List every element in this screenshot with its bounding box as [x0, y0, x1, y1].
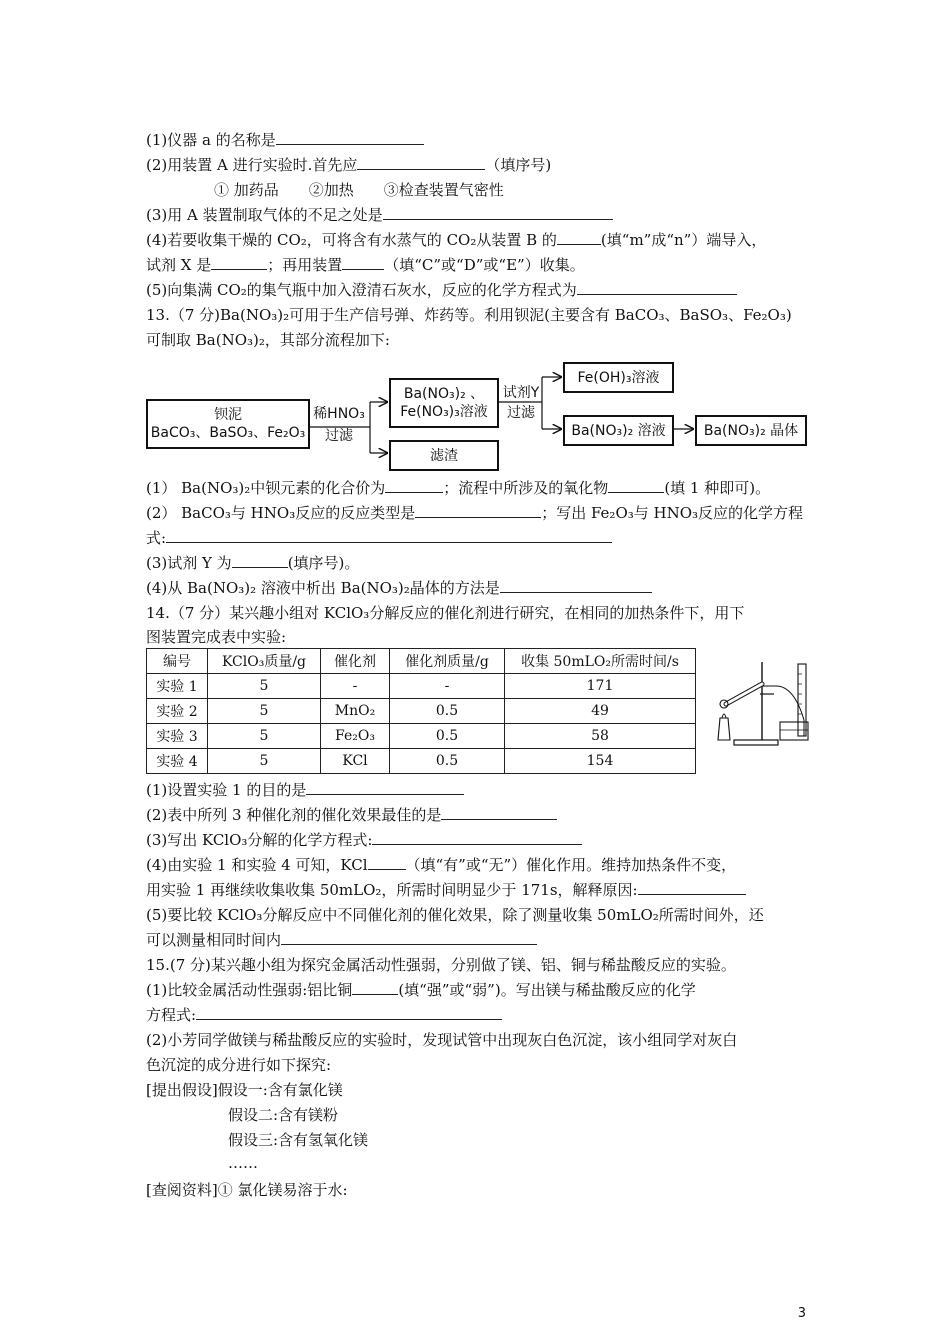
q12-3: (3)用 A 装置制取气体的不足之处是 [146, 205, 613, 225]
q13-2c: 式: [146, 528, 612, 548]
q14-4b: 用实验 1 再继续收集收集 50mLO₂，所需时间明显少于 171s，解释原因: [146, 880, 746, 900]
answer-blank[interactable] [306, 780, 464, 795]
q13-2: (2） BaCO₃与 HNO₃反应的反应类型是 ；写出 Fe₂O₃与 HNO₃反应的化学方程 [146, 504, 804, 522]
flow-mud-box [146, 399, 310, 449]
flow-feoh-label: Fe(OH)₃溶液 [577, 369, 660, 386]
table-cell: 5 [208, 749, 321, 774]
table-cell: 5 [208, 724, 321, 749]
answer-blank[interactable] [232, 553, 288, 568]
table-cell: 0.5 [390, 749, 505, 774]
flow-residue-label: 滤渣 [430, 447, 458, 464]
flow-bano3-solution-box [563, 415, 674, 446]
table-row [147, 699, 696, 724]
table-header: 催化剂质量/g [390, 649, 505, 674]
q14-4a: (4)由实验 1 和实验 4 可知，KCl （填“有”或“无”）催化作用。维持加热条件不变， [146, 856, 737, 874]
reference-info: [查阅资料]① 氯化镁易溶于水: [146, 1181, 348, 1199]
flow-arrow1-bottom: 过滤 [325, 428, 353, 444]
answer-blank[interactable] [638, 880, 746, 895]
answer-blank[interactable] [281, 930, 537, 945]
q12-1: (1)仪器 a 的名称是 [146, 130, 424, 150]
q15-2b: 色沉淀的成分进行如下探究: [146, 1056, 332, 1074]
q14-stem: 14.（7 分）某兴趣小组对 KClO₃分解反应的催化剂进行研究，在相同的加热条件下，用下 [146, 604, 745, 622]
q12-4a: (4)若要收集干燥的 CO₂，可将含有水蒸气的 CO₂从装置 B 的 (填“m”成“n”）端导入， [146, 231, 767, 249]
flow-mixed-line2: Fe(NO₃)₃溶液 [400, 404, 488, 420]
answer-blank[interactable] [352, 980, 398, 995]
q13-3: (3)试剂 Y 为 (填序号)。 [146, 554, 360, 572]
table-header: 编号 [147, 649, 208, 674]
table-row [147, 749, 696, 774]
lab-apparatus-illustration [714, 660, 809, 750]
table-cell: 实验 4 [147, 749, 208, 774]
q15-2a: (2)小芳同学做镁与稀盐酸反应的实验时，发现试管中出现灰白色沉淀，该小组同学对灰白 [146, 1031, 738, 1049]
q13-stem: 13.（7 分)Ba(NO₃)₂可用于生产信号弹、炸药等。利用钡泥(主要含有 BaCO₃、BaSO₃、Fe₂O₃) [146, 306, 792, 324]
q12-4b: 试剂 X 是 ；再用装置 （填“C”或“D”或“E”）收集。 [146, 256, 585, 274]
answer-blank[interactable] [608, 478, 664, 493]
q14-5a: (5)要比较 KClO₃分解反应中不同催化剂的催化效果，除了测量收集 50mLO₂所需时间外，还 [146, 906, 764, 924]
flow-bano3-crystal-box [695, 415, 807, 446]
table-cell: 58 [505, 724, 696, 749]
flow-mixed-solution-box [389, 378, 499, 428]
table-cell: 171 [505, 674, 696, 699]
flow-arrow2-top: 试剂Y [502, 385, 540, 401]
answer-blank[interactable] [385, 478, 443, 493]
table-cell: 49 [505, 699, 696, 724]
experiment-table [146, 648, 696, 774]
q13-1: (1） Ba(NO₃)₂中钡元素的化合价为 ；流程中所涉及的氧化物 (填 1 种即可)。 [146, 479, 771, 497]
table-cell: 5 [208, 674, 321, 699]
table-row [147, 674, 696, 699]
table-cell: 0.5 [390, 699, 505, 724]
ellipsis: …… [228, 1154, 258, 1172]
q13-stem-2: 可制取 Ba(NO₃)₂，其部分流程加下: [146, 331, 390, 349]
q14-2: (2)表中所列 3 种催化剂的催化效果最佳的是 [146, 805, 557, 825]
table-cell: 0.5 [390, 724, 505, 749]
answer-blank[interactable] [415, 503, 541, 518]
q14-1: (1)设置实验 1 的目的是 [146, 780, 464, 800]
flow-feoh-box [563, 362, 674, 393]
q15-1a: (1)比较金属活动性强弱:铝比铜 (填“强”或“弱”)。写出镁与稀盐酸反应的化学 [146, 981, 696, 999]
table-cell: - [321, 674, 390, 699]
hypothesis-1: [提出假设]假设一:含有氯化镁 [146, 1081, 343, 1099]
answer-blank[interactable] [368, 855, 406, 870]
q14-stem-2: 图装置完成表中实验: [146, 628, 287, 646]
answer-blank[interactable] [196, 1005, 502, 1020]
q15-stem: 15.(7 分)某兴趣小组为探究金属活动性强弱，分别做了镁、铝、铜与稀盐酸反应的实验。 [146, 956, 736, 974]
hypothesis-2: 假设二:含有镁粉 [228, 1106, 339, 1124]
table-cell: 5 [208, 699, 321, 724]
table-header: KClO₃质量/g [208, 649, 321, 674]
flow-arrow2-bottom: 过滤 [507, 405, 535, 421]
flow-mud-components: BaCO₃、BaSO₃、Fe₂O₃ [150, 425, 306, 441]
q15-1c: 方程式: [146, 1005, 502, 1025]
answer-blank[interactable] [500, 578, 652, 593]
table-cell: KCl [321, 749, 390, 774]
flow-arrow1-top: 稀HNO₃ [313, 406, 365, 422]
table-cell: 实验 1 [147, 674, 208, 699]
table-header: 收集 50mLO₂所需时间/s [505, 649, 696, 674]
flow-bano3-solution-label: Ba(NO₃)₂ 溶液 [571, 422, 666, 439]
table-header: 催化剂 [321, 649, 390, 674]
table-cell: MnO₂ [321, 699, 390, 724]
q12-5: (5)向集满 CO₂的集气瓶中加入澄清石灰水，反应的化学方程式为 [146, 280, 737, 300]
q14-3: (3)写出 KClO₃分解的化学方程式: [146, 830, 582, 850]
page-number: 3 [797, 1306, 806, 1321]
flow-mixed-line1: Ba(NO₃)₂ 、 [403, 386, 485, 402]
answer-blank[interactable] [441, 805, 557, 820]
table-row [147, 724, 696, 749]
answer-blank[interactable] [372, 830, 582, 845]
q12-2: (2)用装置 A 进行实验时.首先应 （填序号) [146, 156, 552, 174]
table-cell: 154 [505, 749, 696, 774]
table-cell: 实验 2 [147, 699, 208, 724]
table-cell: Fe₂O₃ [321, 724, 390, 749]
table-cell: - [390, 674, 505, 699]
hypothesis-3: 假设三:含有氢氧化镁 [228, 1131, 369, 1149]
flow-mud-title: 钡泥 [214, 407, 242, 423]
q13-4: (4)从 Ba(NO₃)₂ 溶液中析出 Ba(NO₃)₂晶体的方法是 [146, 578, 652, 598]
q14-5b: 可以测量相同时间内 [146, 930, 537, 950]
table-header-row [147, 649, 696, 674]
answer-blank[interactable] [166, 528, 612, 543]
flow-residue-box [389, 440, 499, 471]
table-cell: 实验 3 [147, 724, 208, 749]
flow-bano3-crystal-label: Ba(NO₃)₂ 晶体 [703, 422, 799, 439]
q12-2-options: ① 加药品 ②加热 ③检查装置气密性 [214, 181, 504, 199]
